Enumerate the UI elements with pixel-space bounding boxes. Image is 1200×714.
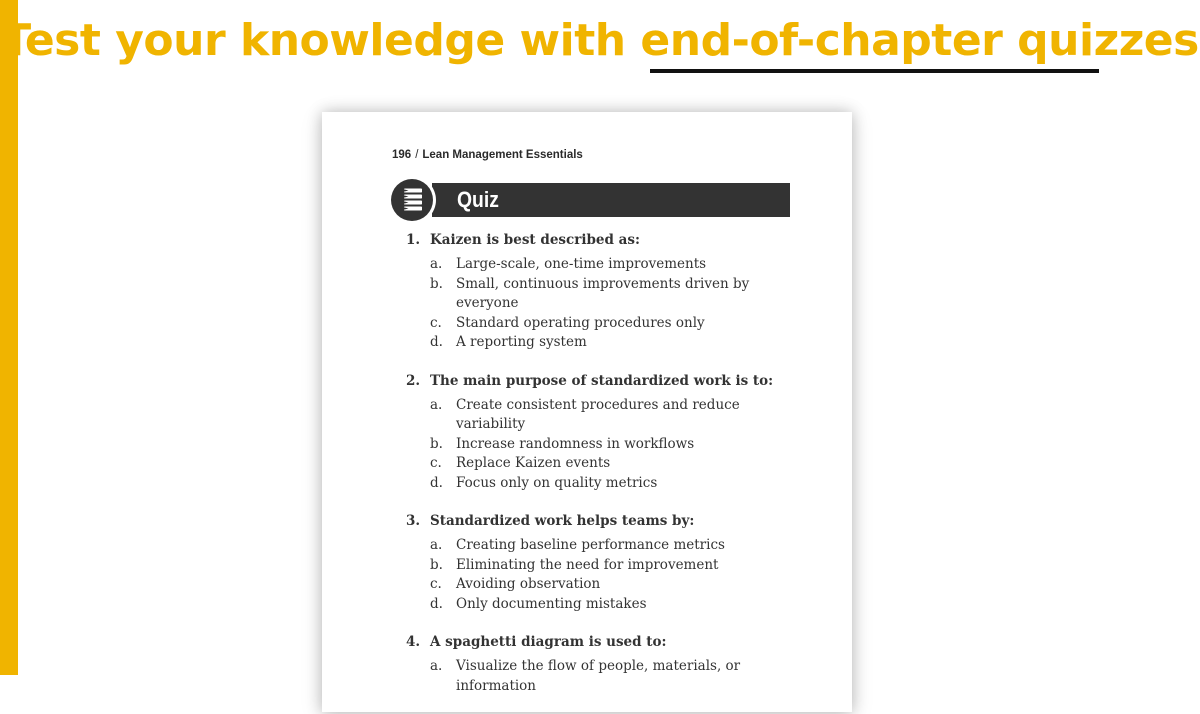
headline-emphasis: end-of-chapter quizzes	[640, 15, 1199, 66]
option-letter: a.	[430, 537, 443, 553]
option-letter: d.	[430, 474, 443, 491]
quiz-banner	[432, 183, 790, 217]
option-letter: d.	[430, 334, 443, 350]
answer-option	[406, 657, 806, 696]
answer-option	[406, 556, 806, 576]
headline-prefix: Test your knowledge with	[1, 15, 641, 66]
question	[406, 371, 806, 494]
option-text: Create consistent procedures and reduce variability	[456, 396, 740, 432]
page-number: 196	[392, 149, 412, 161]
option-text: Creating baseline performance metrics	[456, 537, 725, 553]
question-stem	[406, 371, 806, 391]
option-text: Visualize the flow of people, materials, or information	[456, 658, 741, 694]
question-stem	[406, 230, 806, 250]
headline-underline	[650, 69, 1099, 73]
quiz-badge	[388, 176, 436, 224]
answer-option	[406, 435, 806, 455]
option-text: Eliminating the need for improvement	[456, 556, 719, 573]
answer-option	[406, 536, 806, 556]
option-letter: a.	[430, 658, 443, 674]
question-text: The main purpose of standardized work is to:	[430, 372, 774, 389]
quiz-title: Quiz	[457, 187, 499, 212]
option-letter: b.	[430, 275, 443, 292]
option-letter: a.	[430, 396, 443, 413]
answer-option	[406, 255, 806, 275]
option-letter: b.	[430, 556, 443, 573]
book-page	[322, 112, 852, 712]
answer-option	[406, 575, 806, 595]
question-number: 1.	[406, 232, 421, 248]
option-text: A reporting system	[456, 334, 587, 350]
option-text: Large-scale, one-time improvements	[456, 256, 707, 272]
question-number: 3.	[406, 513, 421, 529]
option-letter: a.	[430, 256, 443, 272]
answer-option	[406, 454, 806, 474]
question-text: Kaizen is best described as:	[430, 232, 640, 248]
option-letter: c.	[430, 576, 442, 592]
question-number: 2.	[406, 372, 421, 389]
answer-option	[406, 275, 806, 314]
answer-option	[406, 314, 806, 334]
option-letter: c.	[430, 455, 442, 471]
option-text: Replace Kaizen events	[456, 455, 611, 471]
option-letter: c.	[430, 314, 442, 331]
option-letter: d.	[430, 595, 443, 612]
answer-option	[406, 595, 806, 615]
question-number: 4.	[406, 634, 421, 650]
question-text: Standardized work helps teams by:	[430, 513, 695, 529]
option-letter: b.	[430, 435, 443, 452]
option-text: Standard operating procedures only	[456, 314, 705, 331]
accent-bar	[0, 0, 18, 675]
question-stem	[406, 632, 806, 652]
question	[406, 511, 806, 614]
answer-option	[406, 474, 806, 494]
option-text: Increase randomness in workflows	[456, 435, 695, 452]
question-text: A spaghetti diagram is used to:	[430, 634, 667, 650]
option-text: Small, continuous improvements driven by everyone	[456, 275, 750, 311]
answer-option	[406, 396, 806, 435]
running-head	[392, 149, 583, 161]
option-text: Avoiding observation	[456, 576, 601, 592]
book-title: Lean Management Essentials	[422, 149, 583, 161]
option-text: Only documenting mistakes	[456, 595, 647, 612]
question	[406, 632, 806, 696]
answer-option	[406, 333, 806, 353]
quiz-questions	[406, 230, 806, 714]
checklist-icon	[391, 179, 433, 221]
question	[406, 230, 806, 353]
headline	[0, 12, 1200, 70]
running-head-separator: /	[415, 149, 419, 161]
question-stem	[406, 511, 806, 531]
option-text: Focus only on quality metrics	[456, 474, 658, 491]
